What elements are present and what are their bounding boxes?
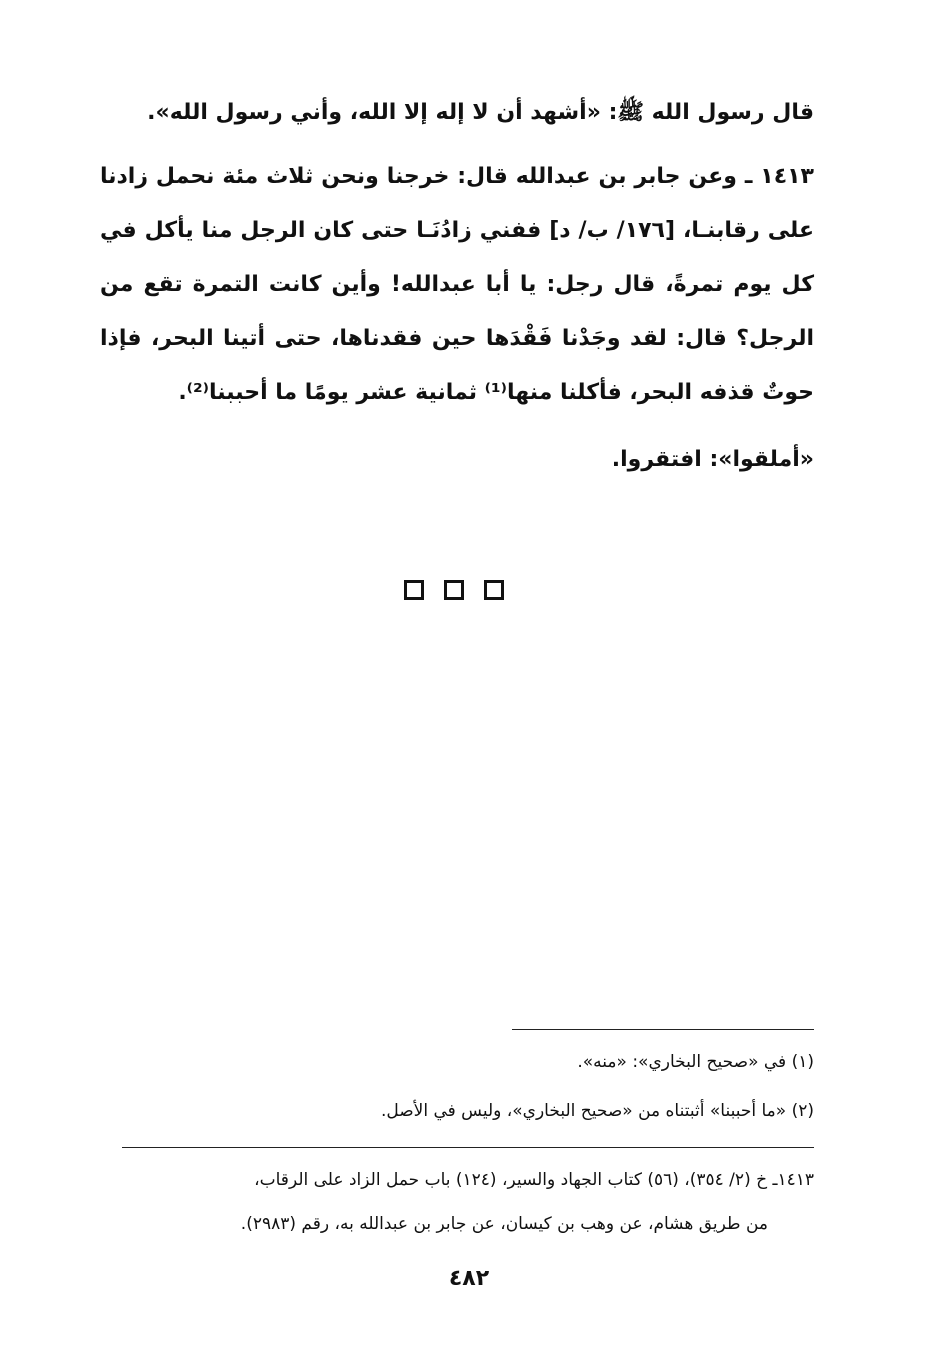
hadith-text: ـ وعن جابر بن عبدالله قال: خرجنا ونحن ثلاث مئة نحمل زادنا على رقابنـا، [١٧٦/ ب/ د] ففني زادُنَـا حتى كان الرجل منا يأكل في كل يوم تمرةً، قال رجل: يا أبا عبدالله! وأين كانت التمرة تقع من الرجل؟ قال: لقد وجَدْنا فَقْدَها حين فقدناها، حتى أتينا البحر، فإذا حوتٌ قذفه البحر، فأكلنا منها⁽¹⁾ ثمانية عشر يومًا ما أحببنا⁽²⁾. bbox=[100, 164, 814, 405]
source-line-1: ١٤١٣ـ خ (٢/ ٣٥٤)، (٥٦) كتاب الجهاد والسير، (١٢٤) باب حمل الزاد على الرقاب، bbox=[254, 1170, 814, 1190]
footnote-2 bbox=[381, 1096, 814, 1126]
testimony-text: قال رسول الله ﷺ: «أشهد أن لا إله إلا الله، وأني رسول الله». bbox=[147, 100, 814, 125]
paragraph-gloss bbox=[100, 433, 864, 487]
section-separator bbox=[404, 580, 504, 606]
source-line-2: من طريق هشام، عن وهب بن كيسان، عن جابر بن عبدالله به، رقم (٢٩٨٣). bbox=[240, 1214, 768, 1234]
footnote-2-marker: (٢) bbox=[791, 1101, 814, 1121]
separator-square-icon bbox=[404, 580, 424, 600]
source-reference bbox=[100, 1158, 814, 1246]
source-divider bbox=[122, 1147, 814, 1148]
hadith-number: ١٤١٣ bbox=[760, 164, 814, 189]
paragraph-testimony bbox=[100, 86, 814, 140]
footnote-1-text: في «صحيح البخاري»: «منه». bbox=[577, 1052, 787, 1072]
page-number: ٤٨٢ bbox=[448, 1266, 490, 1291]
paragraph-hadith bbox=[100, 150, 814, 420]
gloss-text: «أملقوا»: افتقروا. bbox=[611, 447, 814, 472]
separator-square-icon bbox=[484, 580, 504, 600]
footnote-1 bbox=[577, 1047, 814, 1077]
footnote-1-marker: (١) bbox=[791, 1052, 814, 1072]
footnote-divider bbox=[512, 1029, 814, 1030]
separator-square-icon bbox=[444, 580, 464, 600]
footnote-2-text: «ما أحببنا» أثبتناه من «صحيح البخاري»، وليس في الأصل. bbox=[380, 1101, 787, 1121]
